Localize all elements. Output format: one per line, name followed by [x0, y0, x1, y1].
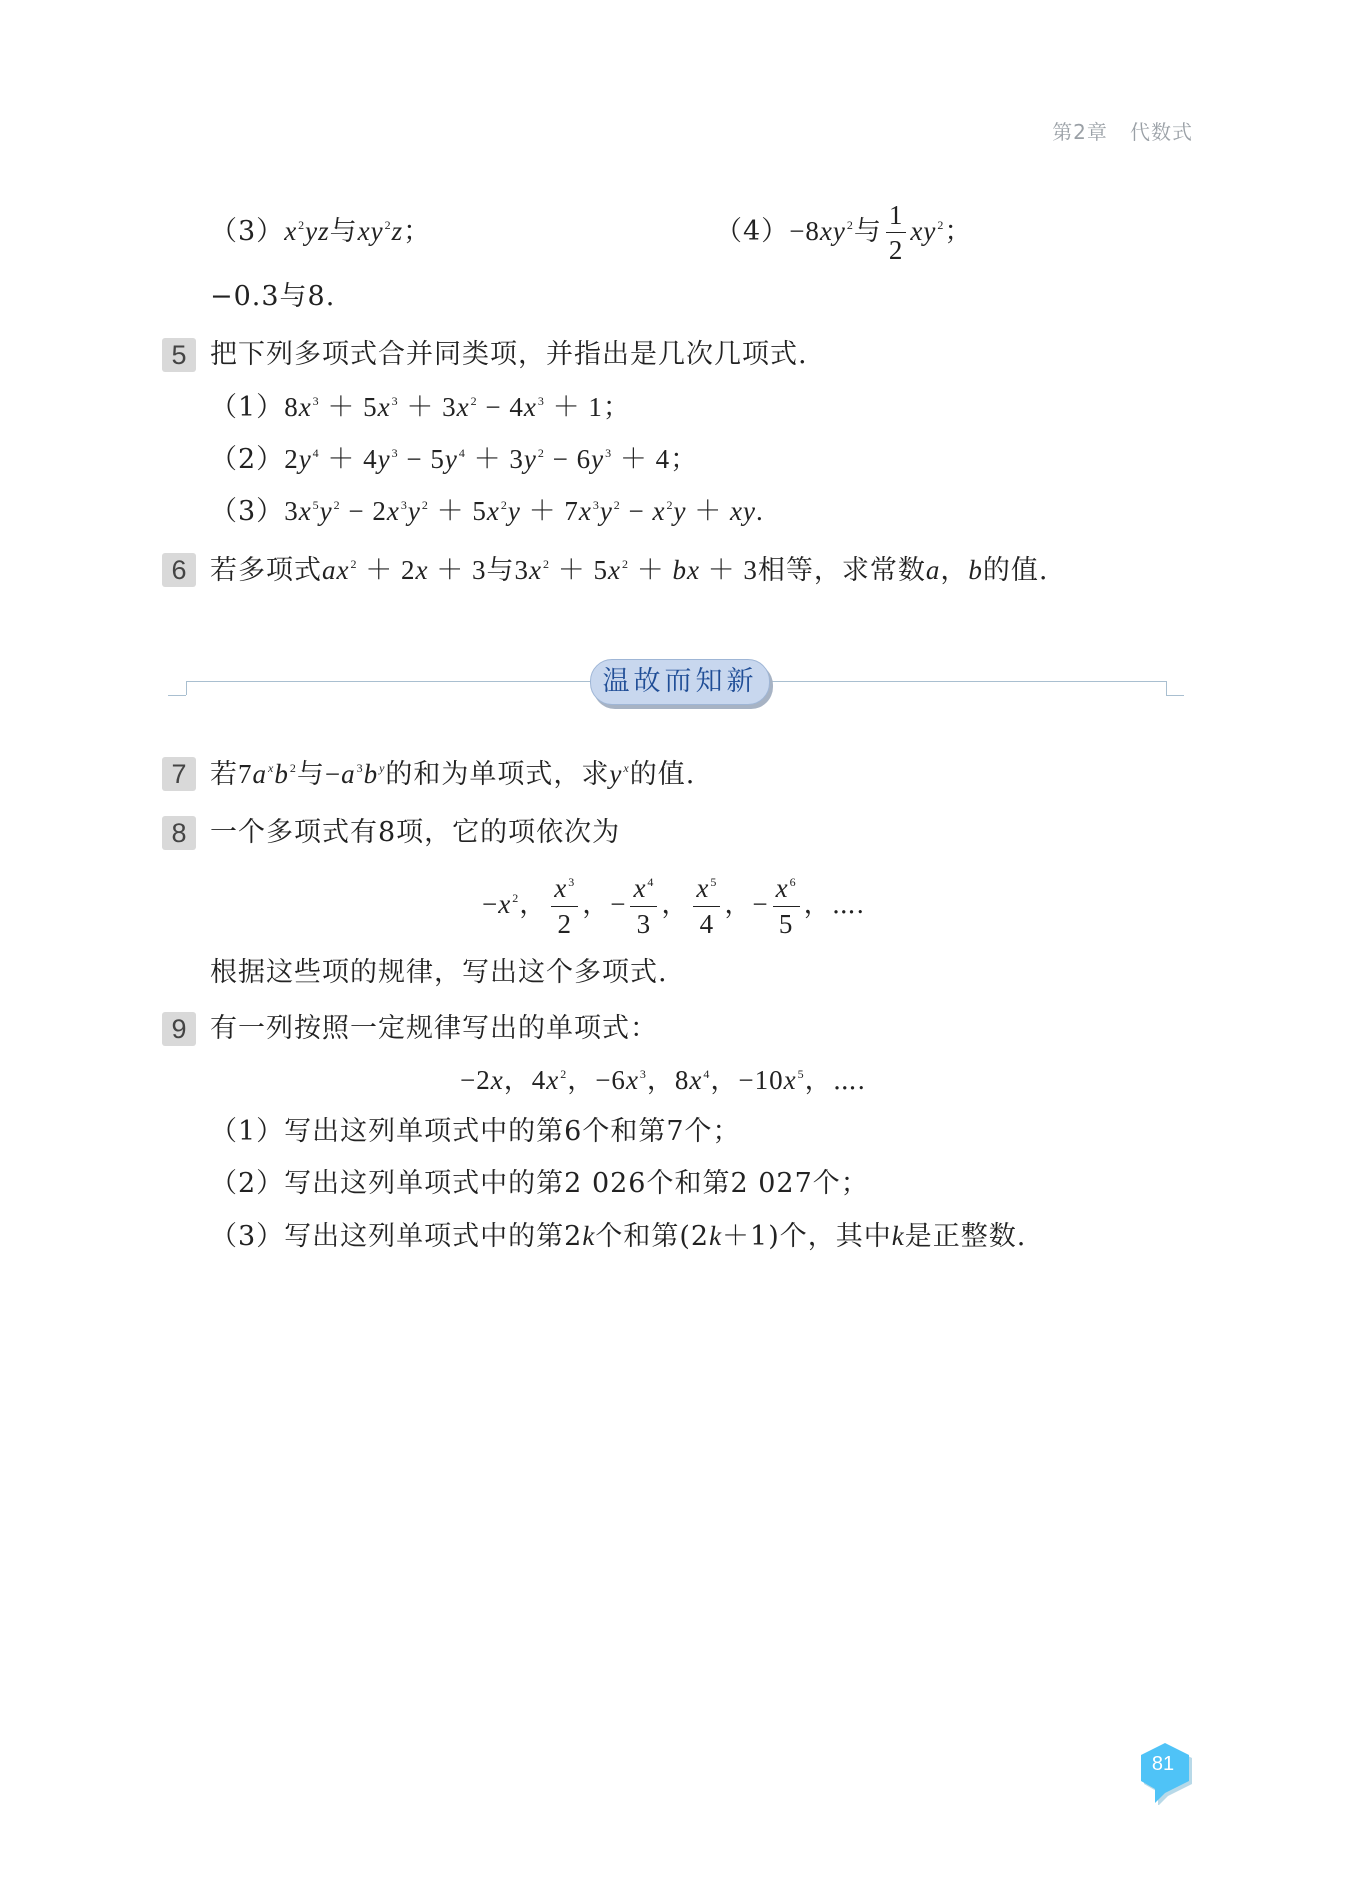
chapter-number: 第2章 [1052, 120, 1108, 144]
q5-prompt: 把下列多项式合并同类项，并指出是几次几项式. [210, 339, 808, 370]
q4-part4: $(4)-8xy^2$与 $\frac{1}{2}$ $xy^2$； [715, 200, 973, 265]
fraction-half: $\frac{1}{2}$ [886, 198, 907, 267]
q7-text: 若$7a^xb^2$与$-a^3b^y$的和为单项式，求$y^x$的值. [210, 759, 696, 790]
page-number: 81 [1151, 1753, 1175, 1775]
term-x5-over-4: $\frac{x^5}{4}$ [693, 871, 720, 941]
q9-part2: （2）写出这列单项式中的第2 026个和第2 027个； [210, 1168, 869, 1199]
q8-prompt: 一个多项式有8项，它的项依次为 [210, 817, 621, 848]
term-x6-over-5: $\frac{x^6}{5}$ [773, 871, 800, 941]
q9-part1: （1）写出这列单项式中的第6个和第7个； [210, 1116, 741, 1147]
question-number-8: 8 [162, 816, 196, 850]
q5-part3: $(3)3x^5y^2 - 2x^3y^2 + 5x^2y + 7x^3y^2 - x^2y$ ＋ xy. [210, 496, 764, 527]
q9-part3: （3）写出这列单项式中的第2k个和第(2k＋1)个，其中k是正整数. [210, 1221, 1027, 1252]
q4-part3: $(3)x^2yz$与$xy^2z$； [210, 216, 432, 247]
term-x3-over-2: $\frac{x^3}{2}$ [551, 871, 578, 941]
section-title: 温故而知新 [590, 659, 770, 705]
q8-sequence: $-x^2$， $\frac{x^3}{2}$ ，− $\frac{x^4}{3}$ ， $\frac{x^5}{4}$ ，− $\frac{x^6}{5}$ ，⋯. [482, 872, 865, 939]
q6-text: 若多项式$ax^2 + 2x + 3$与$3x^2 + 5x^2$ ＋ bx ＋ 3相等，求常数a，b的值. [210, 555, 1049, 586]
q5-part1: $(1)8x^3 + 5x^3 + 3x^2 - 4x^3 + 1$； [210, 392, 631, 423]
q8-follow: 根据这些项的规律，写出这个多项式. [210, 957, 668, 988]
q5-part2: $(2)2y^4 + 4y^3 - 5y^4 + 3y^2 - 6y^3 + 4$； [210, 444, 699, 475]
q9-sequence: −2x，$4x^2$，$-6x^3$，$8x^4$，$-10x^5$，⋯. [460, 1065, 866, 1095]
section-rule-left-foot [168, 695, 186, 696]
page-number-badge [1137, 1741, 1189, 1797]
term-x4-over-3: $\frac{x^4}{3}$ [630, 871, 657, 941]
question-number-6: 6 [162, 553, 196, 587]
q9-prompt: 有一列按照一定规律写出的单项式： [210, 1013, 658, 1044]
q4-part5: −0.3与8. [210, 281, 336, 312]
question-number-9: 9 [162, 1012, 196, 1046]
chapter-title: 代数式 [1130, 120, 1193, 144]
running-header [1052, 116, 1193, 145]
section-rule-right-tick [1166, 681, 1167, 695]
question-number-7: 7 [162, 757, 196, 791]
question-number-5: 5 [162, 338, 196, 372]
section-rule-left-tick [186, 681, 187, 695]
section-rule-right-foot [1166, 695, 1184, 696]
